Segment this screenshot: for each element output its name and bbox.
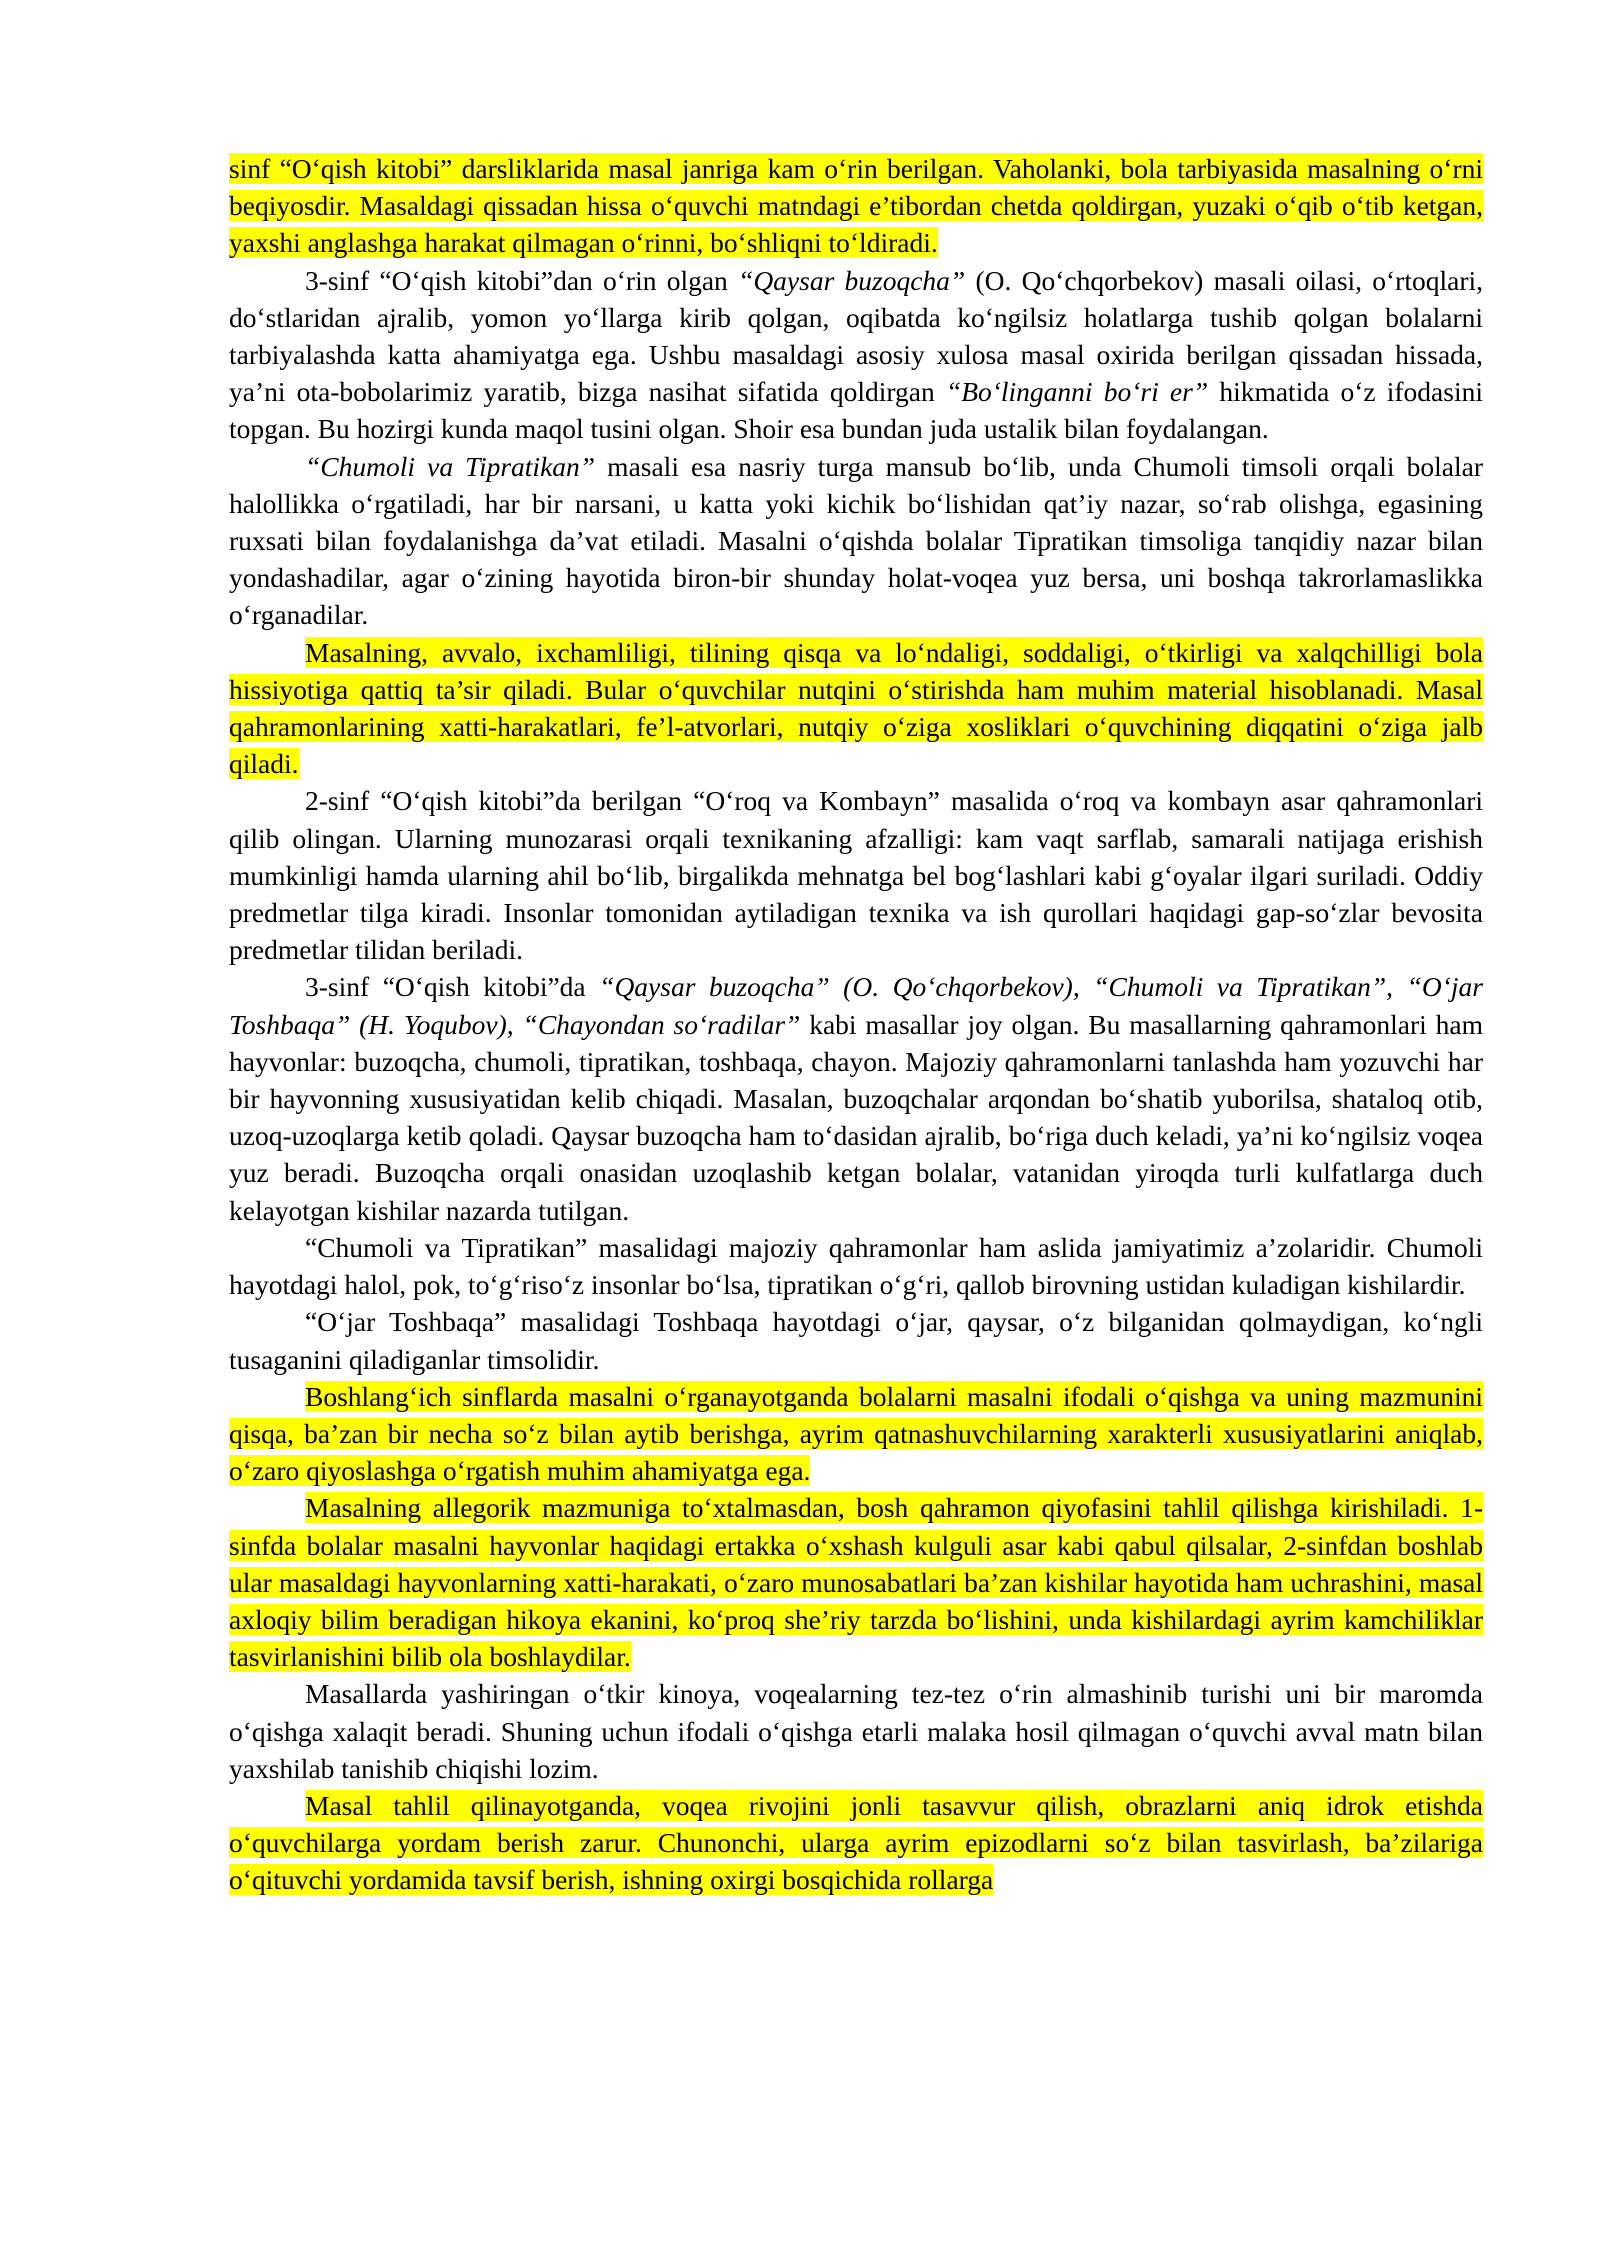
paragraph	[229, 968, 1483, 1228]
text-run: masali esa nasriy turga mansub bo‘lib, unda Chumoli timsoli orqali bolalar halollikka o‘rgatiladi, har bir narsani, u katta yoki kichik bo‘lishidan qat’iy nazar, so‘rab olishga, egasining ruxsati bilan foydalanishga da’vat etiladi. Masalni o‘qishda bolalar Tipratikan timsoliga tanqidiy nazar bilan yondashadilar, agar o‘zining hayotida biron-bir shunday holat-voqea yuz bersa, uni boshqa takrorlamaslikka o‘rganadilar.	[229, 450, 1483, 631]
paragraph	[229, 1378, 1483, 1490]
paragraph-text	[229, 265, 1483, 445]
paragraph	[229, 1229, 1483, 1303]
paragraph-text	[229, 1306, 1483, 1374]
paragraph-text	[229, 1678, 1483, 1783]
paragraph	[229, 782, 1483, 968]
text-run: Masalning, avvalo, ixchamliligi, tilining qisqa va lo‘ndaligi, soddaligi, o‘tkirligi va xalqchilligi bola hissiyotiga qattiq ta’sir qiladi. Bular o‘quvchilar nutqini o‘stirishda ham muhim material hisoblanadi. Masal qahramonlarining xatti-harakatlari, fe’l-atvorlari, nutqiy o‘ziga xosliklari o‘quvchining diqqatini o‘ziga jalb qiladi.	[229, 636, 1483, 780]
text-run: hikmatida o‘z ifodasini topgan. Bu hozirgi kunda maqol tusini olgan. Shoir esa bundan juda ustalik bilan foydalangan.	[229, 376, 1483, 445]
paragraph	[229, 1489, 1483, 1675]
paragraph-text	[229, 785, 1483, 965]
italic-title: “Bo‘linganni bo‘ri er”	[945, 376, 1209, 408]
text-run: sinf “O‘qish kitobi” darsliklarida masal janriga kam o‘rin berilgan. Vaholanki, bola tarbiyasida masalning o‘rni beqiyosdir. Masaldagi qissadan hissa o‘quvchi matndagi e’tibordan chetda qoldirgan, yuzaki o‘qib o‘tib ketgan, yaxshi anglashga harakat qilmagan o‘rinni, bo‘shliqni to‘ldiradi.	[229, 153, 1483, 259]
text-run: “O‘jar Toshbaqa” masalidagi Toshbaqa hayotdagi o‘jar, qaysar, o‘z bilganidan qolmaydigan, ko‘ngli tusaganini qiladiganlar timsolidir.	[229, 1306, 1483, 1375]
highlighted-text	[229, 1381, 1483, 1486]
paragraph-text	[229, 971, 1483, 1225]
text-run: Masal tahlil qilinayotganda, voqea rivojini jonli tasavvur qilish, obrazlarni aniq idrok etishda o‘quvchilarga yordam berish zarur. Chunonchi, ularga ayrim epizodlarni so‘z bilan tasvirlash, ba’zilariga o‘qituvchi yordamida tavsif berish, ishning oxirgi bosqichida rollarga	[229, 1789, 1483, 1896]
text-run: Masallarda yashiringan o‘tkir kinoya, voqealarning tez-tez o‘rin almashinib turishi uni bir maromda o‘qishga xalaqit beradi. Shuning uchun ifodali o‘qishga etarli malaka hosil qilmagan o‘quvchi avval matn bilan yaxshilab tanishib chiqishi lozim.	[229, 1678, 1483, 1784]
italic-title: “Qaysar buzoqcha” (O. Qo‘chqorbekov), “Chumoli va Tipratikan”, “O‘jar Toshbaqa” (H. Yoqubov), “Chayondan so‘radilar”	[229, 971, 1483, 1040]
document-body	[229, 150, 1483, 1899]
text-run: 2-sinf “O‘qish kitobi”da berilgan “O‘roq va Kombayn” masalida o‘roq va kombayn asar qahramonlari qilib olingan. Ularning munozarasi orqali texnikaning afzalligi: kam vaqt sarflab, samarali natijaga erishish mumkinligi hamda ularning ahil bo‘lib, birgalikda mehnatga bel bog‘lashlari kabi g‘oyalar ilgari suriladi. Oddiy predmetlar tilga kiradi. Insonlar tomonidan aytiladigan texnika va ish qurollari haqidagi gap-so‘zlar bevosita predmetlar tilidan beriladi.	[229, 785, 1483, 966]
text-run: (O. Qo‘chqorbekov) masali oilasi, o‘rtoqlari, do‘stlaridan ajralib, yomon yo‘llarga kirib qolgan, oqibatda ko‘ngilsiz holatlarga tushib qolgan bolalarni tarbiyalashda katta ahamiyatga ega. Ushbu masaldagi asosiy xulosa masal oxirida berilgan qissadan hissada, ya’ni ota-bobolarimiz yaratib, bizga nasihat sifatida qoldirgan	[229, 264, 1483, 408]
text-run: 3-sinf “O‘qish kitobi”dan o‘rin olgan	[305, 264, 739, 296]
text-run: “Chumoli va Tipratikan” masalidagi majoziy qahramonlar ham aslida jamiyatimiz a’zolaridir. Chumoli hayotdagi halol, pok, to‘g‘riso‘z insonlar bo‘lsa, tipratikan o‘g‘ri, qallob birovning ustidan kuladigan kishilardir.	[229, 1231, 1483, 1301]
paragraph	[229, 448, 1483, 634]
paragraph	[229, 634, 1483, 783]
paragraph	[229, 1787, 1483, 1899]
highlighted-text	[229, 1492, 1483, 1672]
highlighted-text	[229, 637, 1483, 780]
highlighted-text	[229, 1790, 1483, 1895]
text-run: kabi masallar joy olgan. Bu masallarning qahramonlari ham hayvonlar: buzoqcha, chumoli, tipratikan, toshbaqa, chayon. Majoziy qahramonlarni tanlashda ham yozuvchi har bir hayvonning xususiyatidan kelib chiqadi. Masalan, buzoqchalar arqondan bo‘shatib yuborilsa, shataloq otib, uzoq-uzoqlarga ketib qoladi. Qaysar buzoqcha ham to‘dasidan ajralib, bo‘riga duch keladi, ya’ni ko‘ngilsiz voqea yuz beradi. Buzoqcha orqali onasidan uzoqlashib ketgan bolalar, vatanidan yiroqda turli kulfatlarga duch kelayotgan kishilar nazarda tutilgan.	[229, 1008, 1483, 1226]
italic-title: “Qaysar buzoqcha”	[738, 264, 966, 296]
text-run: Masalning allegorik mazmuniga to‘xtalmasdan, bosh qahramon qiyofasini tahlil qilishga kirishiladi. 1-sinfda bolalar masalni hayvonlar haqidagi ertakka o‘xshash kulguli asar kabi qabul qilsalar, 2-sinfdan boshlab ular masaldagi hayvonlarning xatti-harakati, o‘zaro munosabatlari ba’zan kishilar hayotida ham uchrashini, masal axloqiy bilim beradigan hikoya ekanini, ko‘proq she’riy tarzda bo‘lishini, unda kishilardagi ayrim kamchiliklar tasvirlanishini bilib ola boshlaydilar.	[229, 1492, 1483, 1673]
paragraph-text	[229, 1232, 1483, 1300]
paragraph-text	[229, 451, 1483, 631]
italic-title: “Chumoli va Tipratikan”	[305, 450, 596, 482]
paragraph	[229, 150, 1483, 262]
highlighted-text	[229, 153, 1483, 258]
text-run: 3-sinf “O‘qish kitobi”da	[305, 971, 600, 1003]
paragraph	[229, 262, 1483, 448]
text-run: Boshlang‘ich sinflarda masalni o‘rganayotganda bolalarni masalni ifodali o‘qishga va uning mazmunini qisqa, ba’zan bir necha so‘z bilan aytib berishga, ayrim qatnashuvchilarning xarakterli xususiyatlarini aniqlab, o‘zaro qiyoslashga o‘rgatish muhim ahamiyatga ega.	[229, 1380, 1483, 1487]
paragraph	[229, 1303, 1483, 1377]
paragraph	[229, 1675, 1483, 1787]
